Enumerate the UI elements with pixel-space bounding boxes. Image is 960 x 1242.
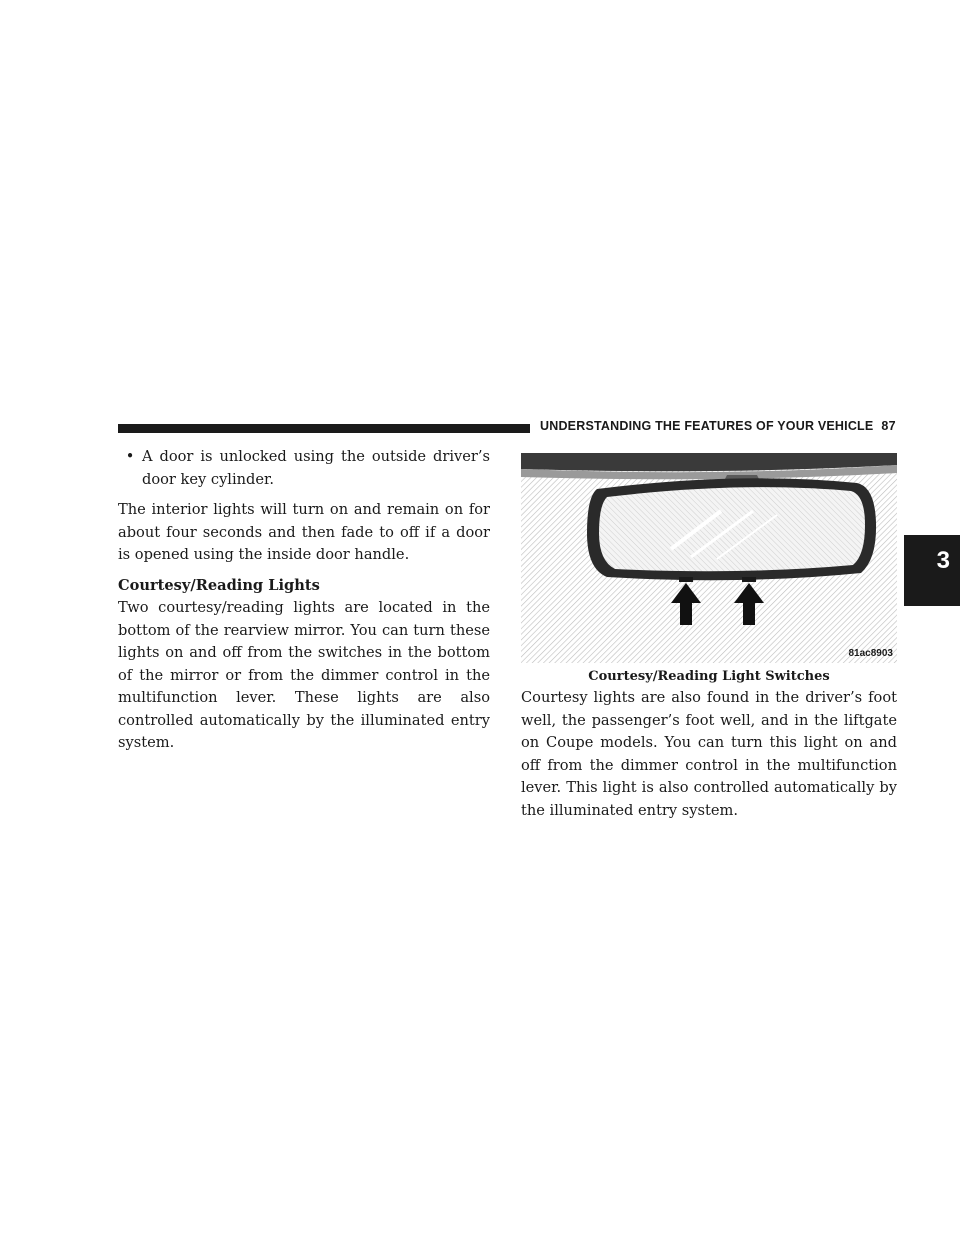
rearview-mirror-illustration xyxy=(521,453,897,663)
bullet-dot: • xyxy=(125,448,135,465)
right-column xyxy=(521,453,897,822)
bullet-text: A door is unlocked using the outside driver’s door key cylinder. xyxy=(142,448,490,488)
header-title: UNDERSTANDING THE FEATURES OF YOUR VEHICLE xyxy=(540,419,874,433)
chapter-number: 3 xyxy=(936,547,950,574)
paragraph-foot-well-lights: Courtesy lights are also found in the driver’s foot well, the passenger’s foot well, and in the liftgate on Coupe models. You can turn this light on and off from the dimmer control in the multifunction lever. This light is also controlled automatically by the illuminated entry system. xyxy=(521,689,897,819)
chapter-tab xyxy=(904,535,960,606)
figure xyxy=(521,453,897,663)
paragraph-courtesy-lights: Two courtesy/reading lights are located in the bottom of the rearview mirror. You can turn these lights on and off from the switches in the bottom of the mirror or from the dimmer control in the multifunction lever. These lights are also controlled automatically by the illuminated entry system. xyxy=(118,599,490,751)
paragraph-interior-lights: The interior lights will turn on and remain on for about four seconds and then fade to off if a door is opened using the inside door handle. xyxy=(118,501,490,563)
section-heading: Courtesy/Reading Lights xyxy=(118,576,320,594)
figure-caption: Courtesy/Reading Light Switches xyxy=(588,669,830,684)
header-rule xyxy=(118,424,530,433)
left-column xyxy=(118,446,490,755)
bullet-item xyxy=(118,446,490,491)
figure-code: 81ac8903 xyxy=(848,648,893,659)
page-number: 87 xyxy=(881,419,896,433)
running-header xyxy=(540,419,896,433)
